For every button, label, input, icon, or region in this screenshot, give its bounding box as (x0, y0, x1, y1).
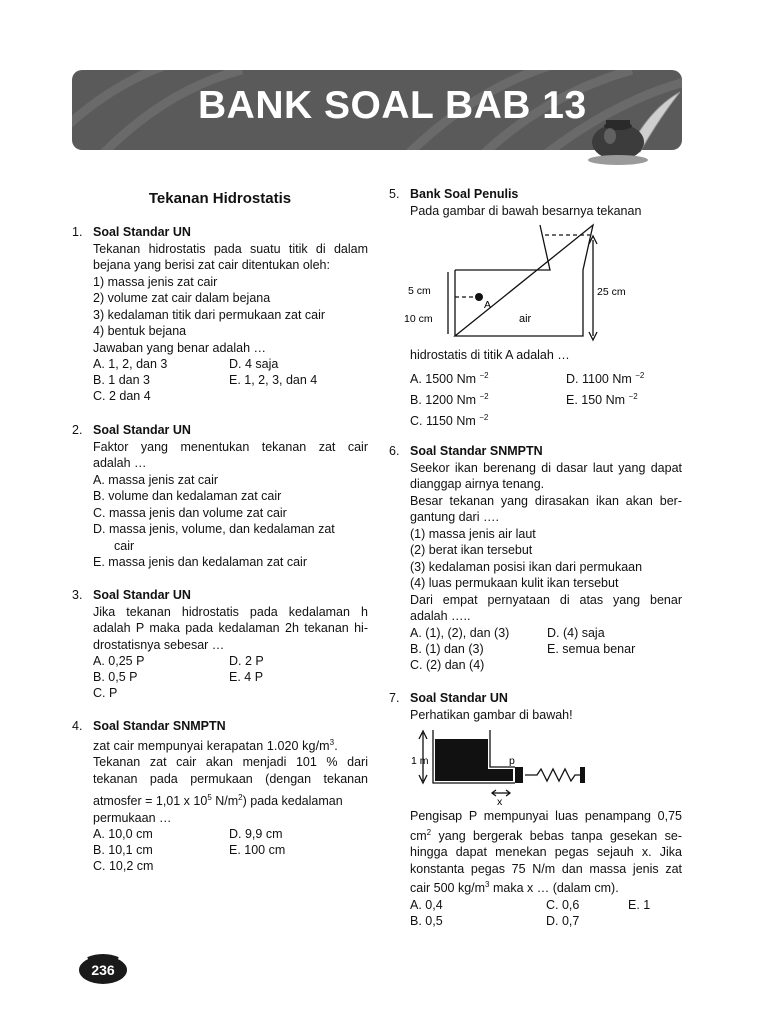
question-text: cair 500 $kg/m^3$ maka x … (dalam cm). (410, 880, 619, 896)
answer-option[interactable]: D. 2 P (229, 654, 264, 668)
answer-option[interactable]: B. 1200 Nm $^{-2}$ (410, 391, 489, 407)
answer-option[interactable]: B. 0,5 P (93, 670, 138, 684)
answer-option[interactable]: B. (1) dan (3) (410, 641, 484, 656)
question-5-continued (410, 347, 690, 432)
list-item: (3) kedalaman posisi ikan dari permukaan (410, 559, 643, 574)
question-text: konstanta pegas 75 N/m dan massa jenis zat (410, 861, 682, 876)
list-item: 4) bentuk bejana (93, 324, 187, 338)
answer-option-continued: cair (114, 538, 135, 553)
question-text: atmosfer = 1,01 x $10^5$ $N/m^2$) pada kedalaman (93, 793, 343, 809)
question-number: 4. (72, 719, 83, 733)
page-number: 236 (91, 962, 115, 978)
answer-option[interactable]: E. massa jenis dan kedalaman zat cair (93, 555, 307, 569)
question-text: drostatisnya sebesar … (93, 637, 225, 652)
label-1m: 1 m (411, 755, 429, 767)
question-text: Faktor yang menentukan tekanan zat cair (93, 439, 368, 454)
question-number: 6. (389, 444, 400, 458)
question-text: Besar tekanan yang dirasakan ikan akan ber- (410, 493, 682, 508)
answer-option[interactable]: B. 0,5 (410, 913, 443, 928)
answer-option[interactable]: A. 0,25 P (93, 654, 145, 668)
answer-option[interactable]: C. 0,6 (546, 897, 580, 912)
answer-option[interactable]: C. (2) dan (4) (410, 657, 485, 672)
answer-option[interactable]: B. volume dan kedalaman zat cair (93, 489, 282, 503)
answer-option[interactable]: C. massa jenis dan volume zat cair (93, 505, 287, 520)
answer-option[interactable]: C. 2 dan 4 (93, 389, 151, 403)
question-prompt: Jawaban yang benar adalah … (93, 340, 267, 355)
list-item: 2) volume zat cair dalam bejana (93, 291, 271, 305)
question-text: Pengisap P mempunyai luas penampang 0,75 (410, 809, 682, 823)
answer-option[interactable]: E. semua benar (547, 641, 636, 656)
list-item: (2) berat ikan tersebut (410, 543, 533, 557)
question-source: Bank Soal Penulis (410, 187, 519, 201)
answer-option[interactable]: D. 1100 Nm $^{-2}$ (566, 370, 645, 386)
question-text: $cm^2$ yang bergerak bebas tanpa gesekan se- (410, 827, 682, 843)
question-text: Seekor ikan berenang di dasar laut yang dapat (410, 460, 682, 475)
question-text: Tekanan zat cair akan menjadi 101 % dari (93, 755, 368, 770)
label-25cm: 25 cm (597, 286, 626, 298)
answer-option[interactable]: D. massa jenis, volume, dan kedalaman zat (93, 522, 335, 536)
label-5cm: 5 cm (408, 285, 431, 297)
answer-option[interactable]: A. 0,4 (410, 897, 443, 912)
label-10cm: 10 cm (404, 313, 433, 325)
question-text: Tekanan hidrostatis pada suatu titik di dalam (93, 241, 368, 256)
list-item: (1) massa jenis air laut (410, 526, 536, 541)
answer-option[interactable]: B. 1 dan 3 (93, 373, 150, 387)
question-source: Soal Standar SNMPTN (93, 719, 226, 733)
question-source: Soal Standar UN (93, 225, 191, 239)
question-text: Dari empat pernyataan di atas yang benar (410, 592, 682, 607)
answer-option[interactable]: E. 1, 2, 3, dan 4 (229, 373, 318, 387)
question-source: Soal Standar UN (410, 691, 508, 705)
answer-option[interactable]: D. 9,9 cm (229, 827, 283, 842)
vessel-diagram (400, 220, 640, 345)
section-title: Tekanan Hidrostatis (148, 190, 292, 207)
label-p: p (509, 755, 515, 767)
answer-option[interactable]: A. massa jenis zat cair (93, 472, 219, 487)
question-number: 2. (72, 423, 83, 437)
answer-option[interactable]: D. 4 saja (229, 357, 279, 371)
piston-p (515, 767, 523, 783)
question-text: adalah ….. (410, 609, 471, 623)
question-number: 1. (72, 225, 83, 239)
question-7-continued (410, 808, 682, 931)
question-source: Soal Standar UN (93, 588, 191, 602)
label-x: x (497, 796, 503, 807)
answer-option[interactable]: A. 1, 2, dan 3 (93, 357, 168, 371)
answer-option[interactable]: E. 1 (628, 897, 651, 912)
point-a-marker (475, 293, 483, 301)
question-text: hingga dapat menekan pegas sejauh x. Jika (410, 845, 682, 860)
ink-pot-icon (588, 90, 684, 170)
question-number: 7. (389, 691, 400, 705)
list-item: 3) kedalaman titik dari permukaan zat cair (93, 307, 326, 322)
question-text: hidrostatis di titik A adalah … (410, 348, 570, 362)
answer-option[interactable]: E. 150 Nm $^{-2}$ (566, 391, 638, 407)
question-text: dianggap airnya tenang. (410, 477, 545, 491)
question-text: zat cair mempunyai kerapatan 1.020 $kg/m^3$. (93, 737, 338, 753)
answer-option[interactable]: B. 10,1 cm (93, 843, 153, 858)
answer-option[interactable]: D. 0,7 (546, 913, 580, 928)
question-text: Jika tekanan hidrostatis pada kedalaman h (93, 604, 368, 619)
answer-option[interactable]: A. 1500 Nm $^{-2}$ (410, 370, 489, 386)
question-text: tekanan pada permukaan (dengan tekanan (93, 771, 368, 786)
answer-option[interactable]: E. 100 cm (229, 843, 286, 858)
question-source: Soal Standar SNMPTN (410, 444, 543, 458)
question-source: Soal Standar UN (93, 423, 191, 437)
spring-wall (580, 767, 585, 783)
label-a: A (484, 299, 492, 311)
question-text: adalah … (93, 456, 147, 470)
question-text: Pada gambar di bawah besarnya tekanan (410, 203, 642, 218)
list-item: (4) luas permukaan kulit ikan tersebut (410, 576, 619, 590)
page-title: BANK SOAL BAB 13 (198, 84, 587, 127)
answer-option[interactable]: C. P (93, 686, 118, 700)
answer-option[interactable]: A. (1), (2), dan (3) (410, 625, 510, 640)
page-number-badge (78, 951, 128, 988)
question-text: Perhatikan gambar di bawah! (410, 707, 573, 722)
question-number: 5. (389, 187, 400, 201)
question-text: bejana yang berisi zat cair ditentukan oleh: (93, 258, 330, 272)
answer-option[interactable]: E. 4 P (229, 670, 264, 684)
piston-spring-diagram (405, 725, 595, 807)
question-text: adalah P maka pada kedalaman 2h tekanan hi- (93, 621, 368, 635)
label-air: air (519, 313, 532, 325)
question-text: gantung dari …. (410, 510, 499, 524)
answer-option[interactable]: C. 10,2 cm (93, 859, 154, 874)
answer-option[interactable]: C. 1150 Nm $^{-2}$ (410, 412, 489, 428)
question-text: permukaan … (93, 810, 172, 825)
answer-option[interactable]: A. 10,0 cm (93, 827, 153, 842)
answer-option[interactable]: D. (4) saja (547, 625, 605, 640)
question-number: 3. (72, 588, 83, 602)
list-item: 1) massa jenis zat cair (93, 274, 218, 289)
